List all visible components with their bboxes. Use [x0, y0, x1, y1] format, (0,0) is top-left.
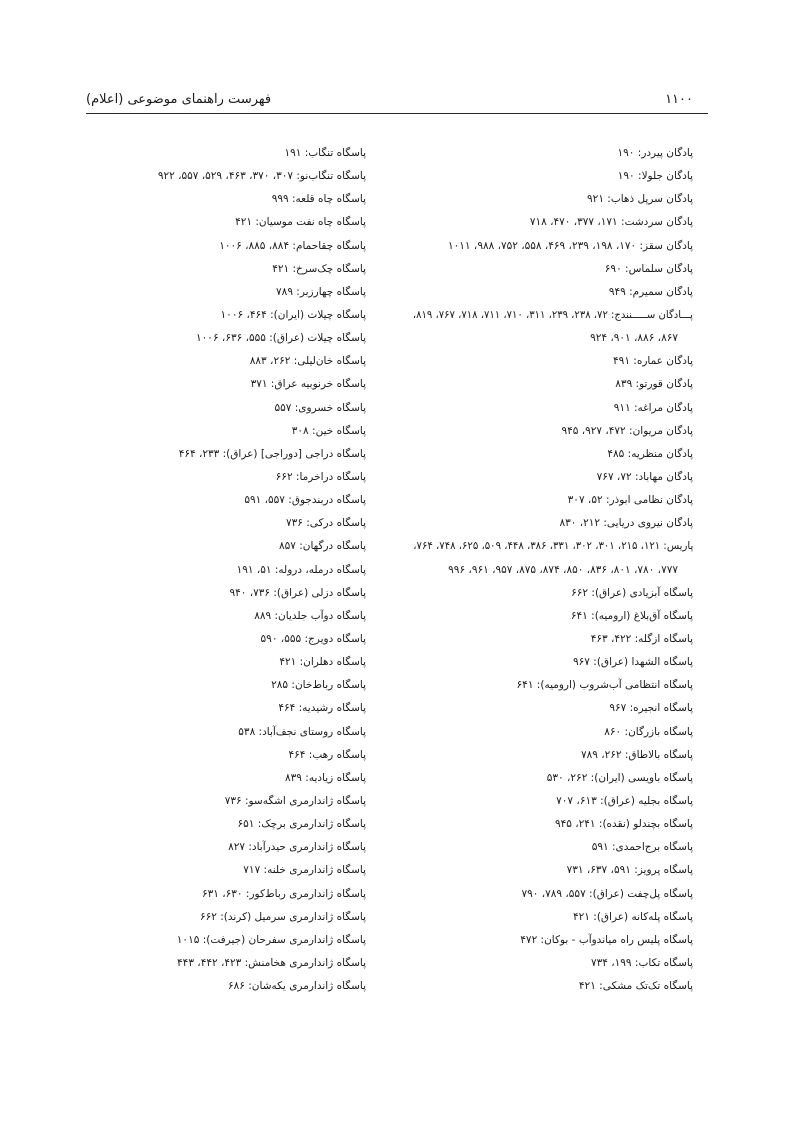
index-entry: [413, 859, 693, 882]
index-column-left: [86, 142, 366, 998]
index-entry-text: پاسگاه خین: ۳۰۸: [291, 424, 366, 437]
index-entry: [86, 929, 366, 952]
index-entry-text: پـــادگان ســـــنندج: ۷۲، ۲۳۸، ۲۳۹، ۳۱۱، ۷۱۰، ۷۱۱، ۷۱۸، ۷۶۷، ۸۱۹،: [413, 308, 693, 321]
index-entry: [413, 535, 693, 558]
index-entry-text: پاسگاه انتظامی آب‌شروب (ارومیه): ۶۴۱: [516, 679, 693, 692]
index-entry: [413, 373, 693, 396]
index-entry: [86, 350, 366, 373]
index-entry-text: پاسگاه چک‌سرخ: ۴۲۱: [272, 262, 366, 275]
index-entry-text: پاسگاه پرویز: ۵۹۱، ۶۳۷، ۷۳۱: [566, 864, 693, 877]
index-entry-text: پاسگاه روستای نجف‌آباد: ۵۳۸: [238, 725, 366, 738]
index-entry-text: پاسگاه دراخرما: ۶۶۲: [275, 470, 366, 483]
index-entry-text: پادگان سقز: ۱۷۰، ۱۹۸، ۲۳۹، ۴۶۹، ۵۵۸، ۷۵۲، ۹۸۸، ۱۰۱۱: [448, 239, 693, 252]
index-entry-text: پاسگاه ازگله: ۴۲۲، ۴۶۳: [590, 632, 693, 645]
index-entry-text: پاسگاه پله‌کانه (عراق): ۴۲۱: [573, 910, 693, 923]
index-entry-text: پاسگاه بجلیه (عراق): ۶۱۳، ۷۰۷: [556, 794, 693, 807]
index-entry-text: پاسگاه بچندلو (نقده): ۲۴۱، ۹۴۵: [555, 818, 693, 831]
index-entry-text: پاسگاه دزلی (عراق): ۷۳۶، ۹۴۰: [229, 586, 366, 599]
index-entry-text: پاسگاه آق‌بلاغ (ارومیه): ۶۴۱: [570, 609, 693, 622]
index-entry: [413, 211, 693, 234]
index-entry: [413, 674, 693, 697]
index-entry-text: پاسگاه دوآب جلدیان: ۸۸۹: [254, 609, 366, 622]
page-header: [86, 88, 693, 110]
index-entry-text: پادگان سرپل ذهاب: ۹۲۱: [587, 193, 693, 206]
index-entry: [413, 906, 693, 929]
index-entry: [413, 813, 693, 836]
index-entry-text: پادگان قورتو: ۸۳۹: [615, 378, 693, 391]
index-entry-continuation: [413, 559, 693, 582]
index-entry: [413, 697, 693, 720]
index-entry-text: پادگان سردشت: ۱۷۱، ۳۷۷، ۴۷۰، ۷۱۸: [529, 216, 693, 229]
index-entry-text: پاسگاه زیادیه: ۸۳۹: [285, 771, 366, 784]
index-entry: [86, 420, 366, 443]
index-entry-text: پادگان مهاباد: ۷۲، ۷۶۷: [596, 470, 693, 483]
index-column-right: [413, 142, 693, 998]
index-entry: [413, 188, 693, 211]
index-entry-text: پادگان مراغه: ۹۱۱: [613, 401, 693, 414]
index-entry: [86, 836, 366, 859]
index-entry-text: پاسگاه درمله، دروله: ۵۱، ۱۹۱: [236, 563, 366, 576]
index-entry: [413, 605, 693, 628]
index-entry-text: پاسگاه ژاندارمری خلنه: ۷۱۷: [243, 864, 366, 877]
index-entry: [413, 258, 693, 281]
index-entry-text: پادگان جلولا: ۱۹۰: [617, 170, 693, 183]
index-entry-text: پاسگاه چهارزبر: ۷۸۹: [276, 285, 366, 298]
index-entry: [86, 883, 366, 906]
index-entry-text: پاسگاه چقاحمام: ۸۸۴، ۸۸۵، ۱۰۰۶: [219, 239, 366, 252]
index-entry-text: پاسگاه ژاندارمری رباط‌کور: ۶۳۰، ۶۳۱: [202, 887, 366, 900]
index-entry-text: پاسگاه درگهان: ۸۵۷: [278, 540, 366, 553]
index-entry-text: پاسگاه رشیدیه: ۴۶۴: [278, 702, 366, 715]
index-entry-text: پاسگاه چیلات (عراق): ۵۵۵، ۶۳۶، ۱۰۰۶: [196, 332, 366, 345]
index-entry: [86, 327, 366, 350]
index-entry: [86, 489, 366, 512]
index-entry-text: پاسگاه خان‌لیلی: ۲۶۲، ۸۸۳: [249, 355, 366, 368]
index-entry: [86, 906, 366, 929]
index-entry: [413, 651, 693, 674]
index-entry: [86, 142, 366, 165]
index-entry-text: پاسگاه انجیره: ۹۶۷: [609, 702, 693, 715]
index-entry: [86, 304, 366, 327]
index-entry-text: پاسگاه درکی: ۷۳۶: [285, 517, 366, 530]
index-entry-continuation: [413, 327, 693, 350]
index-entry-text: پاسگاه ژاندارمری یکه‌شان: ۶۸۶: [228, 980, 366, 993]
index-entry-text: پاسگاه تک‌تک مشکی: ۴۲۱: [578, 980, 693, 993]
index-entry-text: پاسگاه دربندجوق: ۵۵۷، ۵۹۱: [244, 494, 366, 507]
index-entry-text: پادگان نظامی ابوذر: ۵۲، ۳۰۷: [567, 494, 693, 507]
index-entry-text: پاسگاه چاه قلعه: ۹۹۹: [271, 193, 366, 206]
index-entry-text: پادگان سلماس: ۶۹۰: [604, 262, 693, 275]
index-entry-text: پاسگاه تکاب: ۱۹۹، ۷۳۴: [590, 956, 693, 969]
index-entry: [413, 397, 693, 420]
index-entry-continuation-text: ۷۷۷، ۷۸۰، ۸۰۱، ۸۳۶، ۸۵۰، ۸۷۴، ۸۷۵، ۹۵۷، ۹۶۱، ۹۹۶: [448, 563, 678, 576]
index-entry: [86, 813, 366, 836]
index-entry-text: پاسگاه بالاطاق: ۲۶۲، ۷۸۹: [580, 748, 693, 761]
index-entry-text: پاسگاه خرنوبیه عراق: ۳۷۱: [250, 378, 366, 391]
index-entry-text: پاسگاه باویسی (ایران): ۲۶۲، ۵۳۰: [546, 771, 693, 784]
index-entry: [86, 767, 366, 790]
index-entry: [413, 582, 693, 605]
index-entry: [413, 975, 693, 998]
index-entry-text: پادگان پیردر: ۱۹۰: [617, 147, 693, 159]
index-entry: [413, 721, 693, 744]
index-entry-text: پاسگاه بازرگان: ۸۶۰: [604, 725, 693, 738]
index-entry-text: پادگان سمیرم: ۹۴۹: [608, 285, 693, 298]
index-entry: [413, 883, 693, 906]
index-entry: [86, 582, 366, 605]
index-entry-text: پاسگاه تنگاب‌نو: ۳۰۷، ۳۷۰، ۴۶۳، ۵۲۹، ۵۵۷، ۹۲۲: [157, 170, 366, 183]
index-entry-text: پادگان نیروی دریایی: ۲۱۲، ۸۳۰: [559, 517, 693, 530]
index-entry: [413, 744, 693, 767]
index-entry-text: پاسگاه چاه نفت موسیان: ۴۲۱: [235, 216, 366, 229]
page-number: ۱۱۰۰: [665, 91, 693, 107]
index-entry: [413, 420, 693, 443]
index-entry: [86, 188, 366, 211]
index-entry: [86, 235, 366, 258]
index-entry: [413, 235, 693, 258]
index-entry-text: پاسگاه برج‌احمدی: ۵۹۱: [591, 841, 693, 854]
index-entry: [86, 697, 366, 720]
index-entry-text: پاسگاه ژاندارمری سرمیل (کرند): ۶۶۲: [199, 910, 366, 923]
index-entry: [413, 165, 693, 188]
index-entry-text: پاسگاه چیلات (ایران): ۴۶۴، ۱۰۰۶: [220, 308, 366, 321]
index-entry: [413, 628, 693, 651]
index-entry: [86, 674, 366, 697]
index-entry: [413, 142, 693, 165]
index-entry: [413, 767, 693, 790]
index-entry: [86, 535, 366, 558]
index-entry: [86, 373, 366, 396]
index-entry: [86, 628, 366, 651]
index-entry-text: پاسگاه پلیس راه میاندوآب - بوکان: ۴۷۲: [520, 933, 693, 946]
index-entry: [86, 466, 366, 489]
index-entry: [413, 929, 693, 952]
index-entry: [413, 281, 693, 304]
index-entry: [413, 512, 693, 535]
index-entry-text: پاسگاه ژاندارمری حیدرآباد: ۸۲۷: [228, 841, 366, 854]
index-entry-text: پاسگاه ژاندارمری اشگه‌سو: ۷۳۶: [224, 794, 366, 807]
index-entry: [86, 512, 366, 535]
index-entry-text: پادگان عماره: ۴۹۱: [613, 355, 693, 368]
index-entry-text: پاسگاه ژاندارمری سفرحان (جیرفت): ۱۰۱۵: [176, 933, 366, 946]
index-entry: [413, 836, 693, 859]
index-entry: [413, 443, 693, 466]
index-entry: [413, 304, 693, 327]
index-entry: [413, 350, 693, 373]
index-entry: [86, 790, 366, 813]
index-entry-text: پادگان مریوان: ۴۷۲، ۹۲۷، ۹۴۵: [561, 424, 693, 437]
index-entry: [86, 605, 366, 628]
index-entry: [86, 258, 366, 281]
index-entry-text: پاسگاه دویرج: ۵۵۵، ۵۹۰: [260, 632, 366, 645]
index-entry-text: پاسگاه ژاندارمری برچک: ۶۵۱: [237, 818, 366, 831]
index-entry: [86, 975, 366, 998]
index-entry-text: پاسگاه ژاندارمری هخامنش: ۴۲۳، ۴۴۲، ۴۴۳: [177, 956, 366, 969]
index-entry-text: پاسگاه الشهدا (عراق): ۹۶۷: [573, 656, 693, 669]
index-entry: [413, 790, 693, 813]
index-entry: [86, 211, 366, 234]
index-entry-text: پاسگاه خسروی: ۵۵۷: [274, 401, 366, 414]
index-entry-text: پاسگاه آبزیادی (عراق): ۶۶۲: [571, 586, 693, 599]
index-entry-text: پاسگاه رهب: ۴۶۴: [288, 748, 366, 761]
index-entry-text: پاریس: ۱۲۱، ۲۱۵، ۳۰۱، ۳۰۲، ۳۳۱، ۳۸۶، ۴۴۸، ۵۰۹، ۶۲۵، ۷۴۸، ۷۶۴،: [413, 540, 693, 553]
index-entry: [86, 397, 366, 420]
index-entry-text: پاسگاه پل‌چفت (عراق): ۵۵۷، ۷۸۹، ۷۹۰: [521, 887, 693, 900]
index-entry: [86, 721, 366, 744]
index-entry: [413, 489, 693, 512]
index-entry: [86, 443, 366, 466]
index-entry: [413, 952, 693, 975]
index-entry: [86, 281, 366, 304]
index-entry: [413, 466, 693, 489]
index-entry: [86, 165, 366, 188]
index-entry: [86, 744, 366, 767]
index-entry-text: پاسگاه تنگاب: ۱۹۱: [284, 147, 366, 159]
index-entry: [86, 859, 366, 882]
index-entry-text: پاسگاه دهلران: ۴۲۱: [279, 656, 366, 669]
index-entry-text: پاسگاه رباط‌خان: ۲۸۵: [271, 679, 366, 692]
index-entry: [86, 952, 366, 975]
index-entry-text: پاسگاه دراجی [دوراجی] (عراق): ۲۳۳، ۴۶۴: [178, 447, 366, 460]
index-entry: [86, 559, 366, 582]
index-entry-text: پادگان منظریه: ۴۸۵: [607, 447, 693, 460]
index-entry: [86, 651, 366, 674]
header-rule: [86, 113, 708, 114]
index-entry-continuation-text: ۸۶۷، ۸۸۶، ۹۰۱، ۹۲۴: [590, 332, 678, 345]
running-title: فهرست راهنمای موضوعی (اعلام): [86, 91, 272, 107]
